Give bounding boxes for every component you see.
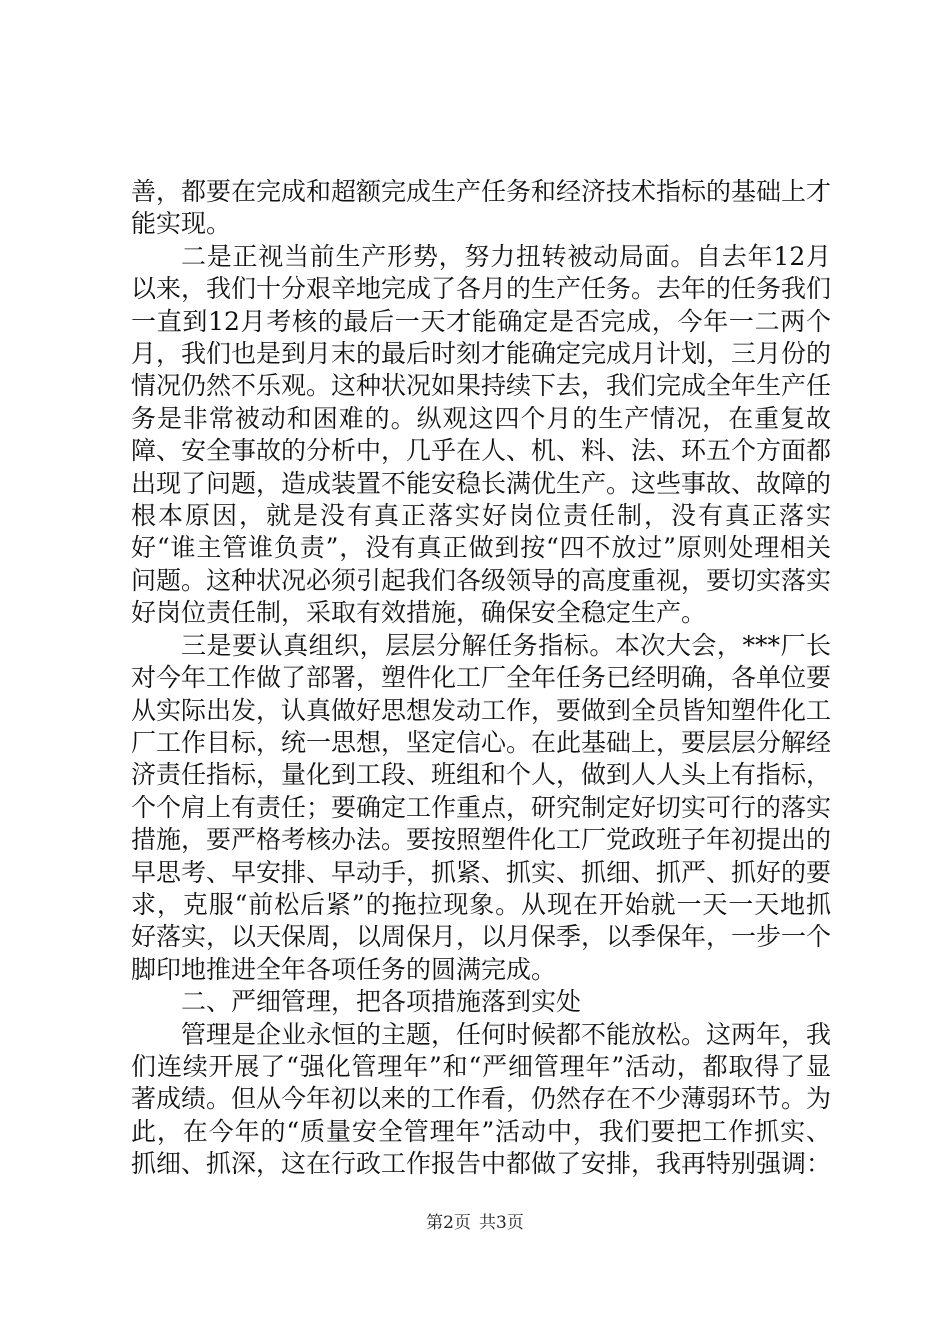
paragraph-task-breakdown: 三是要认真组织，层层分解任务指标。本次大会，***厂长对今年工作做了部署，塑件化工厂全年任务已经明确，各单位要从实际出发，认真做好思想发动工作，要做到全员皆知塑件化工厂工作目标，统一思想，坚定信心。在此基础上，要层层分解经济责任指标，量化到工段、班组和个人，做到人人头上有指标，个个肩上有责任；要确定工作重点，研究制定好切实可行的落实措施，要严格考核办法。要按照塑件化工厂党政班子年初提出的早思考、早安排、早动手，抓紧、抓实、抓细、抓严、抓好的要求，克服“前松后紧”的拖拉现象。从现在开始就一天一天地抓好落实，以天保周，以周保月，以月保季，以季保年，一步一个脚印地推进全年各项任务的圆满完成。 — [131, 630, 832, 984]
section-heading: 二、严细管理，把各项措施落到实处 — [181, 987, 582, 1017]
paragraph-production-situation: 二是正视当前生产形势，努力扭转被动局面。自去年12月以来，我们十分艰辛地完成了各月的生产任务。去年的任务我们一直到12月考核的最后一天才能确定是否完成，今年一二两个月，我们也是到月末的最后时刻才能确定完成月计划，三月份的情况仍然不乐观。这种状况如果持续下去，我们完成全年生产任务是非常被动和困难的。纵观这四个月的生产情况，在重复故障、安全事故的分析中，几乎在人、机、料、法、环五个方面都出现了问题，造成装置不能安稳长满优生产。这些事故、故障的根本原因，就是没有真正落实好岗位责任制，没有真正落实好“谁主管谁负责”，没有真正做到按“四不放过”原则处理相关问题。这种状况必须引起我们各级领导的高度重视，要切实落实好岗位责任制，采取有效措施，确保安全稳定生产。 — [131, 241, 832, 628]
paragraph-management: 管理是企业永恒的主题，任何时候都不能放松。这两年，我们连续开展了“强化管理年”和“严细管理年”活动，都取得了显著成绩。但从今年初以来的工作看，仍然存在不少薄弱环节。为此，在今年的“质量安全管理年”活动中，我们要把工作抓实、抓细、抓深，这在行政工作报告中都做了安排，我再特别强调： — [131, 1019, 832, 1179]
paragraph-continuation: 善，都要在完成和超额完成生产任务和经济技术指标的基础上才能实现。 — [131, 177, 832, 239]
page-footer — [0, 1208, 950, 1233]
body-text — [131, 176, 831, 1181]
page-total: 共3页 — [479, 1213, 524, 1233]
page-number: 第2页 — [426, 1213, 471, 1233]
